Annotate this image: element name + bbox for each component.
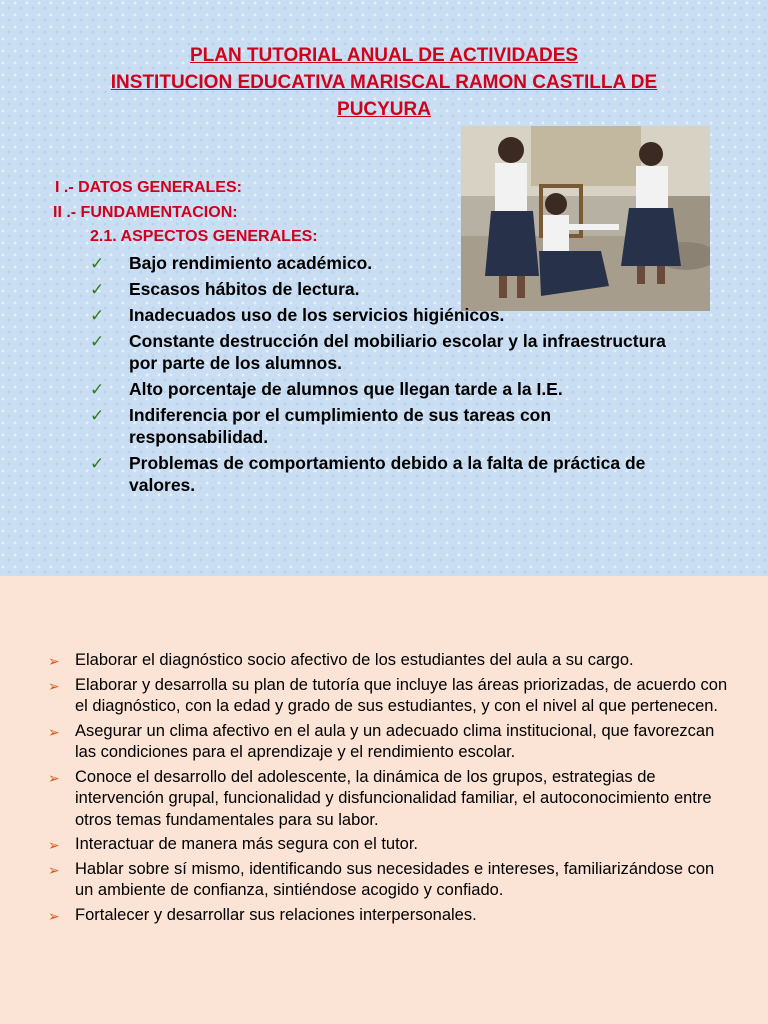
- list-item: [90, 404, 670, 448]
- check-icon: ✓: [90, 306, 105, 325]
- title-line-3: PUCYURA: [337, 99, 431, 120]
- bullet-item-text: Elaborar y desarrolla su plan de tutoría que incluye las áreas priorizadas, de acuerdo con el diagnóstico, con la edad y grado de sus estudiantes, y con el nivel al que pertenecen.: [75, 675, 728, 715]
- checklist-item-text: Inadecuados uso de los servicios higiénicos.: [129, 305, 505, 325]
- arrow-bullet-icon: ➢: [48, 653, 60, 669]
- check-icon: ✓: [90, 454, 105, 473]
- check-icon: ✓: [90, 406, 105, 425]
- bullet-item-text: Asegurar un clima afectivo en el aula y un adecuado clima institucional, que favorezcan las condiciones para el aprendizaje y el rendimiento escolar.: [75, 721, 715, 761]
- bullet-item-text: Interactuar de manera más segura con el tutor.: [75, 835, 419, 853]
- tutor-functions-list: [48, 650, 728, 929]
- bullet-item-text: Fortalecer y desarrollar sus relaciones interpersonales.: [75, 905, 477, 924]
- bullet-item-text: Conoce el desarrollo del adolescente, la dinámica de los grupos, estrategias de intervención grupal, funcionalidad y disfuncionalidad familiar, el autoconocimiento entre otros temas fundamentales para su labor.: [75, 767, 712, 829]
- arrow-bullet-icon: ➢: [48, 837, 60, 853]
- section-aspectos-generales: 2.1. ASPECTOS GENERALES:: [90, 228, 318, 245]
- bullet-item-text: Hablar sobre sí mismo, identificando sus necesidades e intereses, familiarizándose con un ambiente de confianza, sintiéndose acogido y confiado.: [75, 859, 715, 899]
- checklist-item-text: Alto porcentaje de alumnos que llegan tarde a la I.E.: [129, 379, 563, 399]
- arrow-bullet-icon: ➢: [48, 907, 60, 924]
- arrow-bullet-icon: ➢: [48, 769, 60, 786]
- list-item: [90, 378, 670, 400]
- checklist-item-text: Problemas de comportamiento debido a la falta de práctica de valores.: [129, 453, 646, 495]
- list-item: [90, 252, 670, 274]
- list-item: [48, 834, 728, 856]
- page-title: [40, 42, 728, 123]
- list-item: [48, 905, 728, 927]
- arrow-bullet-icon: ➢: [48, 861, 60, 878]
- check-icon: ✓: [90, 254, 105, 273]
- list-item: [48, 675, 728, 718]
- list-item: [48, 859, 728, 902]
- list-item: [90, 304, 670, 326]
- section-fundamentacion: II .- FUNDAMENTACION:: [53, 204, 238, 221]
- title-line-2: INSTITUCION EDUCATIVA MARISCAL RAMON CASTILLA DE: [110, 72, 658, 93]
- aspectos-checklist: [90, 252, 670, 500]
- list-item: [48, 721, 728, 764]
- list-item: [48, 650, 728, 672]
- bullet-item-text: Elaborar el diagnóstico socio afectivo de los estudiantes del aula a su cargo.: [75, 651, 634, 669]
- checklist-item-text: Constante destrucción del mobiliario escolar y la infraestructura por parte de los alumnos.: [129, 331, 666, 373]
- arrow-bullet-icon: ➢: [48, 723, 60, 740]
- check-icon: ✓: [90, 280, 105, 299]
- check-icon: ✓: [90, 332, 105, 351]
- checklist-item-text: Bajo rendimiento académico.: [129, 253, 373, 273]
- list-item: [90, 278, 670, 300]
- title-line-1: PLAN TUTORIAL ANUAL DE ACTIVIDADES: [189, 45, 579, 66]
- checklist-item-text: Escasos hábitos de lectura.: [129, 279, 360, 299]
- section-datos-generales: I .- DATOS GENERALES:: [55, 179, 242, 196]
- list-item: [90, 452, 670, 496]
- check-icon: ✓: [90, 380, 105, 399]
- list-item: [90, 330, 670, 374]
- list-item: [48, 767, 728, 832]
- checklist-item-text: Indiferencia por el cumplimiento de sus tareas con responsabilidad.: [129, 405, 552, 447]
- arrow-bullet-icon: ➢: [48, 677, 60, 694]
